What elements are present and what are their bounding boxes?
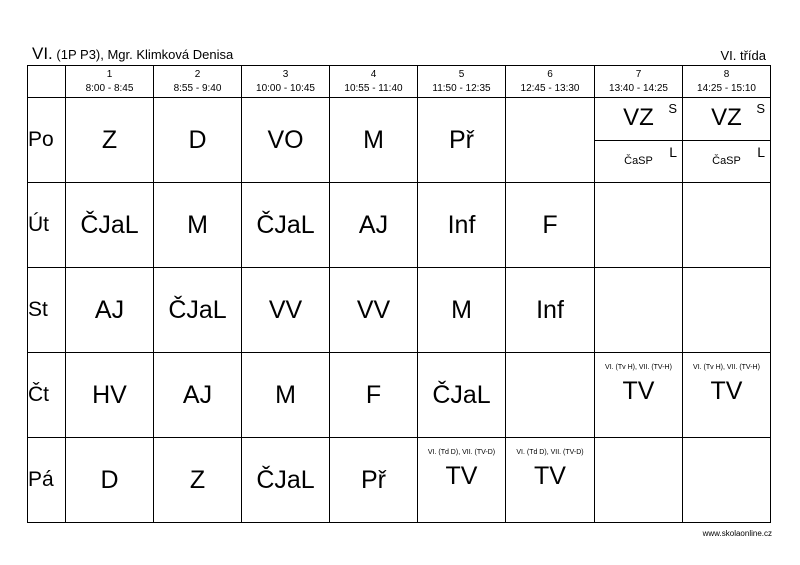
lesson-cell [506, 98, 595, 183]
period-header-row [28, 66, 771, 98]
lesson-cell [330, 438, 418, 523]
lesson-subject: VV [268, 295, 303, 324]
lesson-subject: VO [267, 125, 304, 154]
split-top-subject: VZ [623, 104, 654, 131]
lesson-subject: Inf [447, 210, 476, 239]
lesson-cell [595, 268, 683, 353]
lesson-cell [683, 353, 771, 438]
day-name: Po [28, 98, 66, 183]
lesson-subject: AJ [94, 295, 125, 324]
lesson-group: VI. (Td D), VII. (TV-D) [427, 449, 496, 456]
group-lesson [683, 353, 770, 437]
day-row [28, 98, 771, 183]
split-bottom-tag: L [757, 144, 765, 160]
lesson-cell [66, 353, 154, 438]
period-header [595, 66, 683, 98]
lesson-cell [154, 98, 242, 183]
lesson-cell [242, 268, 330, 353]
class-label: VI. třída [720, 48, 766, 63]
period-header [154, 66, 242, 98]
lesson-subject: ČJaL [256, 210, 315, 239]
period-number: 4 [370, 69, 377, 80]
split-lesson [595, 98, 682, 182]
period-time: 14:25 - 15:10 [697, 83, 756, 94]
split-bottom-subject: ČaSP [624, 155, 653, 167]
lesson-subject: TV [622, 377, 655, 405]
period-number: 8 [723, 69, 730, 80]
day-row [28, 268, 771, 353]
lesson-subject: Př [361, 465, 386, 494]
period-time: 10:00 - 10:45 [256, 83, 315, 94]
lesson-subject: M [451, 295, 472, 324]
split-top [595, 98, 682, 141]
lesson-cell [683, 268, 771, 353]
split-top [683, 98, 770, 141]
lesson-subject: M [275, 380, 296, 409]
period-number: 1 [106, 69, 113, 80]
split-lesson [683, 98, 770, 182]
lesson-cell [418, 268, 506, 353]
period-time: 11:50 - 12:35 [432, 83, 491, 94]
lesson-subject: Z [101, 125, 118, 154]
lesson-cell [242, 183, 330, 268]
day-row [28, 353, 771, 438]
split-bottom [683, 141, 770, 182]
period-number: 2 [194, 69, 201, 80]
period-time: 8:00 - 8:45 [85, 83, 134, 94]
source-footer: www.skolaonline.cz [702, 529, 772, 538]
split-top-tag: S [756, 101, 765, 116]
period-number: 6 [547, 69, 553, 80]
lesson-cell [595, 98, 683, 183]
day-name: Pá [28, 438, 66, 523]
lesson-cell [330, 98, 418, 183]
day-name: Út [28, 183, 66, 268]
lesson-cell [154, 438, 242, 523]
lesson-subject: Z [189, 465, 206, 494]
lesson-cell [418, 183, 506, 268]
lesson-cell [330, 353, 418, 438]
split-bottom-tag: L [669, 144, 677, 160]
group-lesson [418, 438, 505, 522]
lesson-subject: ČJaL [256, 465, 315, 494]
lesson-subject: Př [449, 125, 474, 154]
lesson-cell [330, 183, 418, 268]
lesson-subject: M [363, 125, 384, 154]
day-row [28, 183, 771, 268]
period-time: 13:40 - 14:25 [609, 83, 668, 94]
period-time: 8:55 - 9:40 [173, 83, 222, 94]
lesson-cell [683, 438, 771, 523]
lesson-subject: F [542, 210, 558, 239]
group-lesson [506, 438, 594, 522]
lesson-subject: D [188, 125, 207, 154]
lesson-subject: ČJaL [432, 380, 491, 409]
lesson-subject: HV [92, 380, 127, 409]
lesson-cell [418, 438, 506, 523]
lesson-subject: ČJaL [168, 295, 227, 324]
class-name: VI. [32, 44, 53, 63]
lesson-cell [506, 183, 595, 268]
lesson-group: VI. (Tv H), VII. (TV-H) [693, 364, 760, 371]
split-bottom [595, 141, 682, 182]
lesson-group: VI. (Td D), VII. (TV-D) [516, 449, 584, 456]
period-number: 5 [458, 69, 465, 80]
day-name: St [28, 268, 66, 353]
lesson-cell [66, 268, 154, 353]
lesson-subject: TV [710, 377, 743, 405]
period-header [418, 66, 506, 98]
lesson-cell [506, 268, 595, 353]
lesson-cell [683, 183, 771, 268]
lesson-cell [242, 98, 330, 183]
day-name: Čt [28, 353, 66, 438]
period-time: 10:55 - 11:40 [344, 83, 403, 94]
lesson-cell [330, 268, 418, 353]
lesson-subject: Inf [536, 295, 564, 324]
day-row [28, 438, 771, 523]
lesson-cell [154, 268, 242, 353]
split-top-tag: S [668, 101, 677, 116]
lesson-cell [595, 438, 683, 523]
period-header [683, 66, 771, 98]
lesson-group: VI. (Tv H), VII. (TV-H) [605, 364, 672, 371]
split-top-subject: VZ [711, 104, 742, 131]
lesson-cell [595, 183, 683, 268]
lesson-subject: ČJaL [80, 210, 139, 239]
lesson-cell [506, 438, 595, 523]
lesson-cell [418, 98, 506, 183]
lesson-cell [242, 438, 330, 523]
period-header [66, 66, 154, 98]
lesson-subject: AJ [358, 210, 389, 239]
lesson-cell [154, 183, 242, 268]
lesson-subject: F [365, 380, 382, 409]
period-header [506, 66, 595, 98]
lesson-cell [506, 353, 595, 438]
lesson-cell [66, 438, 154, 523]
period-number: 7 [635, 69, 642, 80]
lesson-subject: M [187, 210, 208, 239]
lesson-cell [683, 98, 771, 183]
period-time: 12:45 - 13:30 [520, 83, 580, 94]
class-info: (1P P3), Mgr. Klimková Denisa [56, 47, 234, 62]
lesson-cell [66, 98, 154, 183]
lesson-cell [418, 353, 506, 438]
lesson-cell [154, 353, 242, 438]
lesson-subject: VV [356, 295, 391, 324]
timetable-grid [27, 65, 771, 523]
period-number: 3 [282, 69, 289, 80]
lesson-subject: TV [534, 462, 566, 490]
lesson-subject: TV [445, 462, 478, 490]
lesson-cell [242, 353, 330, 438]
corner-cell [28, 66, 66, 98]
group-lesson [595, 353, 682, 437]
lesson-cell [66, 183, 154, 268]
timetable-title [32, 44, 233, 64]
lesson-subject: D [100, 465, 119, 494]
period-header [242, 66, 330, 98]
lesson-cell [595, 353, 683, 438]
period-header [330, 66, 418, 98]
split-bottom-subject: ČaSP [712, 155, 741, 167]
lesson-subject: AJ [182, 380, 213, 409]
